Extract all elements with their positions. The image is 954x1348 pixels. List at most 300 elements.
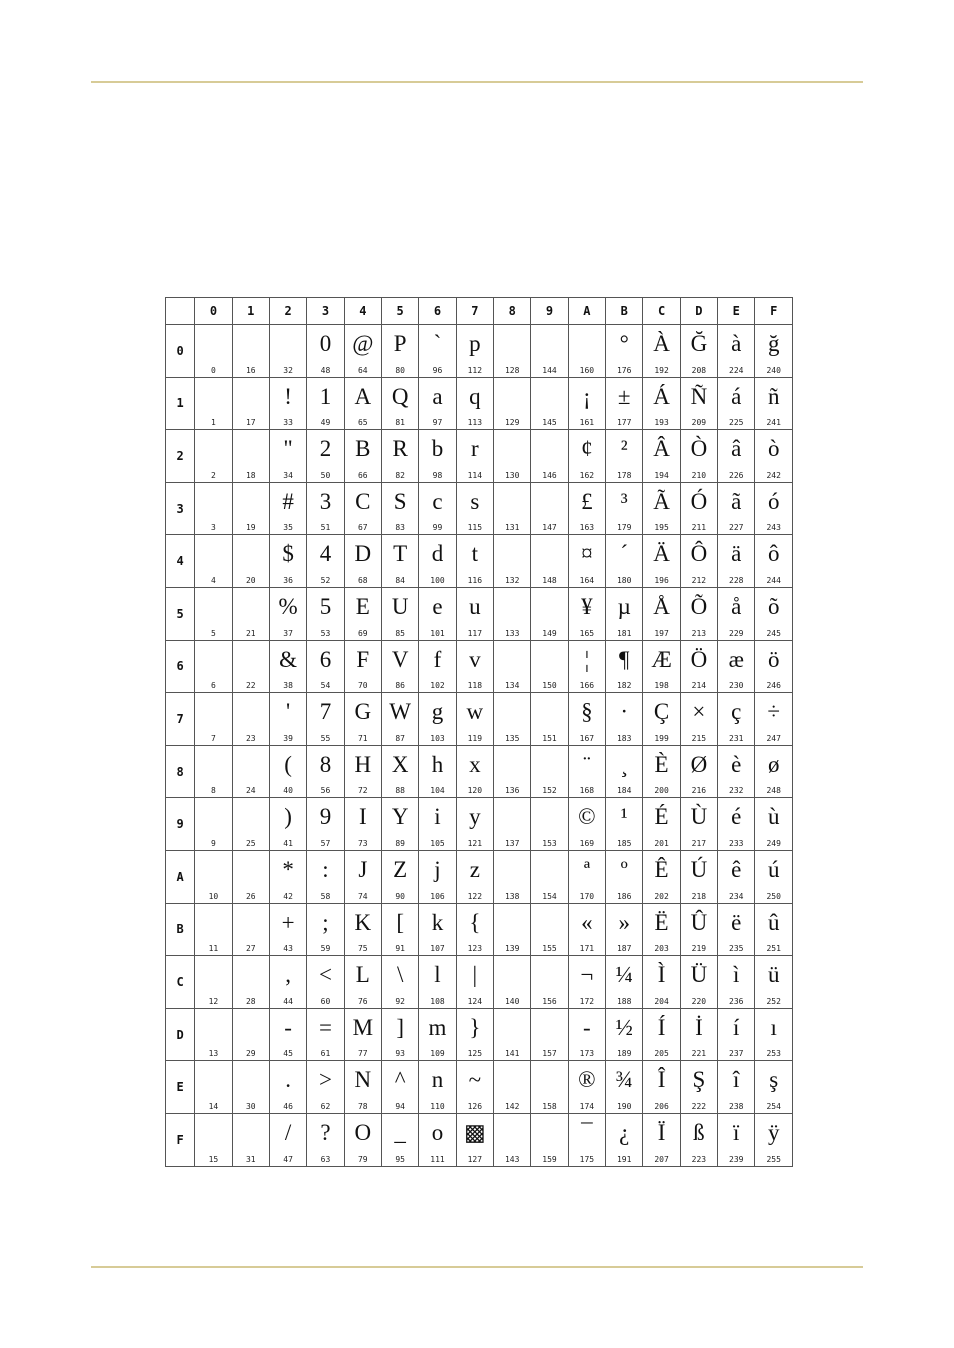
character-glyph: Å [653,593,670,619]
character-cell [755,482,793,535]
character-code: 64 [357,365,368,375]
character-cell [232,745,269,798]
character-code: 17 [245,418,256,428]
character-glyph: r [471,436,479,462]
character-code: 16 [245,365,256,375]
character-glyph: 2 [319,436,332,462]
table-row [166,798,793,851]
character-code: 130 [504,470,520,480]
character-cell [307,640,344,693]
character-code: 38 [283,681,293,691]
character-code: 136 [504,786,520,796]
character-cell [307,745,344,798]
character-code: 168 [579,786,595,796]
character-cell [531,1008,568,1061]
character-code: 100 [430,575,445,585]
character-cell [680,693,717,746]
character-code: 13 [208,1049,219,1059]
character-cell [307,693,344,746]
character-glyph: s [470,488,480,514]
character-code: 183 [616,733,632,743]
character-code: 46 [283,1101,293,1111]
character-code: 244 [766,575,781,585]
character-glyph: ¤ [581,541,593,567]
character-cell [568,693,605,746]
character-glyph: h [431,751,444,777]
character-code: 253 [766,1049,781,1059]
character-cell [568,850,605,903]
table-row [166,693,793,746]
character-cell [643,798,680,851]
character-code: 123 [467,944,483,954]
character-cell [568,430,605,483]
character-glyph: Â [653,436,670,462]
character-cell [195,377,232,430]
character-glyph: ¢ [581,436,593,462]
character-glyph: Ã [653,488,670,514]
column-header: 9 [531,298,568,325]
character-glyph: \ [396,962,404,988]
character-glyph: ã [731,488,742,514]
character-cell [307,1113,344,1166]
character-glyph: ½ [615,1014,633,1040]
character-cell [232,430,269,483]
character-code: 81 [395,418,405,428]
character-code: 218 [691,891,707,901]
character-glyph: X [391,751,409,777]
character-code: 201 [654,838,669,848]
character-cell [195,1113,232,1166]
character-cell [269,587,306,640]
character-glyph: Ô [690,541,708,567]
character-code: 57 [320,838,331,848]
character-cell [718,482,755,535]
character-code: 117 [467,628,483,638]
character-code: 193 [654,418,669,428]
character-glyph: U [391,593,409,619]
character-cell [307,903,344,956]
character-cell [269,430,306,483]
character-code: 143 [504,1154,520,1164]
character-cell [606,798,643,851]
character-glyph: Ø [690,751,708,777]
column-header: 4 [344,298,381,325]
character-glyph: ö [767,646,780,672]
character-cell [755,325,793,378]
character-code: 202 [654,891,669,901]
character-code: 82 [395,470,405,480]
character-cell [381,1061,418,1114]
character-glyph: Ê [654,856,669,882]
character-glyph: ü [767,962,780,988]
character-cell [718,640,755,693]
character-cell [531,325,568,378]
character-cell [419,1113,456,1166]
row-header: C [166,956,195,1009]
character-glyph: { [469,909,481,935]
character-glyph: Ó [690,488,708,514]
character-cell [456,482,493,535]
character-glyph: " [283,436,293,462]
character-glyph: ê [731,856,742,882]
character-glyph: Y [391,804,409,830]
character-glyph: | [472,962,478,988]
character-code: 213 [691,628,707,638]
character-glyph: z [469,856,480,882]
character-code: 245 [766,628,781,638]
character-code: 88 [395,786,405,796]
character-glyph: 7 [319,699,332,725]
character-code: 65 [357,418,368,428]
character-code: 167 [579,733,595,743]
character-glyph: v [469,646,481,672]
character-cell [195,1061,232,1114]
character-glyph: # [282,488,294,514]
character-code: 26 [245,891,256,901]
character-code: 121 [467,838,483,848]
character-code: 248 [766,786,781,796]
character-code: 172 [579,996,595,1006]
character-code: 106 [430,891,445,901]
character-code: 125 [467,1049,483,1059]
character-code: 187 [616,944,632,954]
character-code: 32 [283,365,293,375]
table-row [166,482,793,535]
character-code: 209 [691,418,707,428]
character-cell [494,377,531,430]
character-glyph: ¸ [620,751,629,777]
character-glyph: µ [617,593,631,619]
character-cell [606,430,643,483]
character-cell [680,325,717,378]
character-glyph: Û [690,909,708,935]
character-code: 72 [357,786,368,796]
character-code: 23 [245,733,256,743]
character-cell [718,1113,755,1166]
character-glyph: ô [767,541,780,567]
character-cell [494,482,531,535]
character-glyph: & [279,646,298,672]
character-cell [755,1113,793,1166]
character-cell [531,798,568,851]
character-code: 75 [357,944,368,954]
character-code: 145 [542,418,557,428]
character-cell [568,1113,605,1166]
character-code: 224 [729,365,744,375]
character-glyph: C [355,488,371,514]
character-code: 78 [357,1101,368,1111]
character-cell [643,482,680,535]
character-cell [195,535,232,588]
character-cell [419,482,456,535]
character-glyph: l [434,962,441,988]
character-code: 77 [357,1049,368,1059]
column-header: 8 [494,298,531,325]
character-cell [344,587,381,640]
character-cell [718,430,755,483]
character-glyph: : [322,856,329,882]
character-cell [568,482,605,535]
character-cell [269,956,306,1009]
character-glyph: Ù [690,804,708,830]
character-code: 151 [542,733,557,743]
character-code: 73 [357,838,368,848]
character-glyph: 1 [319,383,332,409]
character-cell [568,745,605,798]
character-cell [456,745,493,798]
character-code: 234 [729,891,744,901]
character-code: 85 [395,628,405,638]
character-cell [419,798,456,851]
character-code: 79 [357,1154,368,1164]
character-set-table [165,297,793,1167]
character-cell [568,798,605,851]
character-code: 27 [245,944,256,954]
character-cell [307,325,344,378]
character-cell [680,377,717,430]
character-code: 158 [542,1101,557,1111]
character-cell [568,325,605,378]
character-glyph: à [731,331,742,356]
character-cell [606,850,643,903]
character-cell [606,693,643,746]
character-code: 47 [283,1154,293,1164]
character-code: 215 [691,733,707,743]
character-cell [307,798,344,851]
character-cell [419,693,456,746]
character-cell [381,535,418,588]
character-glyph: î [733,1067,740,1093]
character-code: 148 [542,575,557,585]
character-glyph: $ [282,541,294,567]
character-cell [419,1008,456,1061]
character-code: 51 [320,523,331,533]
character-cell [269,693,306,746]
character-cell [755,850,793,903]
character-code: 104 [430,786,445,796]
character-cell [381,587,418,640]
character-cell [494,956,531,1009]
character-code: 21 [245,628,256,638]
character-glyph: ´ [620,541,629,567]
character-cell [456,430,493,483]
row-header: F [166,1113,195,1166]
character-code: 249 [766,838,781,848]
character-glyph: ş [769,1067,779,1093]
character-cell [531,745,568,798]
character-code: 9 [211,838,216,848]
character-cell [269,1008,306,1061]
character-glyph: ^ [394,1067,406,1093]
character-code: 50 [320,470,331,480]
character-code: 231 [729,733,744,743]
row-header: 3 [166,482,195,535]
character-glyph: t [471,541,479,567]
character-cell [718,535,755,588]
character-cell [606,745,643,798]
character-glyph: O [354,1119,372,1145]
character-cell [680,956,717,1009]
character-cell [531,640,568,693]
column-header: B [606,298,643,325]
character-cell [531,482,568,535]
character-code: 74 [357,891,368,901]
header-rule [91,81,863,83]
character-cell [606,1061,643,1114]
character-cell [531,850,568,903]
character-code: 175 [579,1154,595,1164]
character-glyph: J [358,856,368,882]
character-code: 35 [283,523,293,533]
character-cell [456,693,493,746]
character-cell [419,640,456,693]
character-code: 179 [616,523,632,533]
character-code: 236 [729,996,744,1006]
character-cell [494,430,531,483]
character-glyph: 4 [319,541,332,567]
column-header: 5 [381,298,418,325]
character-cell [643,1008,680,1061]
character-glyph: ß [693,1119,705,1145]
character-glyph: İ [695,1014,703,1040]
character-cell [606,587,643,640]
character-code: 120 [467,786,483,796]
character-cell [606,903,643,956]
character-glyph: Í [657,1014,666,1040]
character-cell [381,482,418,535]
character-glyph: j [434,856,441,882]
character-code: 127 [467,1154,483,1164]
character-glyph: Q [391,383,409,409]
column-header: 2 [269,298,306,325]
character-code: 122 [467,891,483,901]
character-code: 190 [616,1101,632,1111]
table-row [166,1061,793,1114]
column-header: 3 [307,298,344,325]
character-glyph: Ú [690,856,708,882]
column-header: F [755,298,793,325]
character-cell [344,850,381,903]
character-cell [419,535,456,588]
character-cell [531,903,568,956]
character-code: 214 [691,681,707,691]
character-cell [456,1113,493,1166]
character-cell [643,535,680,588]
character-glyph: ø [767,751,780,777]
character-code: 43 [283,944,293,954]
character-code: 62 [320,1101,331,1111]
character-code: 12 [208,996,219,1006]
character-glyph: A [354,383,372,409]
character-code: 105 [430,838,445,848]
character-glyph: L [355,962,370,988]
character-cell [381,430,418,483]
character-code: 149 [542,628,557,638]
character-cell [755,587,793,640]
row-header: 4 [166,535,195,588]
character-code: 173 [579,1049,595,1059]
character-glyph: å [731,593,742,619]
character-glyph: * [282,856,294,882]
character-code: 118 [467,681,483,691]
character-code: 34 [283,470,293,480]
character-cell [606,1008,643,1061]
row-header: 7 [166,693,195,746]
character-code: 195 [654,523,669,533]
character-glyph: ~ [468,1067,482,1093]
column-header-row [166,298,793,325]
character-glyph: / [284,1119,292,1145]
character-code: 178 [616,470,632,480]
table-row [166,745,793,798]
character-glyph: > [318,1067,332,1093]
character-glyph: ï [733,1119,740,1145]
character-cell [755,745,793,798]
character-glyph: 6 [319,646,332,672]
character-code: 194 [654,470,669,480]
character-code: 171 [579,944,595,954]
row-header: 0 [166,325,195,378]
character-cell [531,430,568,483]
character-code: 11 [208,944,219,954]
character-code: 20 [245,575,256,585]
character-code: 197 [654,628,669,638]
character-code: 76 [357,996,368,1006]
column-header: D [680,298,717,325]
character-cell [680,798,717,851]
row-header: 5 [166,587,195,640]
character-code: 182 [616,681,632,691]
character-cell [269,903,306,956]
character-cell [381,640,418,693]
character-cell [381,956,418,1009]
character-glyph: m [428,1014,447,1040]
character-cell [232,482,269,535]
character-glyph: È [654,751,669,777]
character-glyph: ç [731,699,742,725]
character-glyph: ¿ [619,1119,630,1145]
character-code: 220 [691,996,707,1006]
character-cell [643,430,680,483]
character-code: 101 [430,628,445,638]
character-code: 114 [467,470,483,480]
character-cell [307,482,344,535]
character-code: 189 [616,1049,632,1059]
character-code: 140 [504,996,520,1006]
character-cell [195,1008,232,1061]
character-cell [269,850,306,903]
character-glyph: ÷ [767,699,781,725]
character-glyph: ë [731,909,742,935]
character-cell [195,903,232,956]
character-cell [195,587,232,640]
character-glyph: + [281,909,295,935]
character-glyph: - [284,1014,292,1040]
character-code: 31 [245,1154,256,1164]
character-code: 28 [245,996,256,1006]
character-cell [494,798,531,851]
character-cell [494,693,531,746]
character-glyph: û [767,909,780,935]
character-code: 207 [654,1154,669,1164]
character-cell [755,430,793,483]
character-cell [381,1113,418,1166]
character-cell [456,903,493,956]
character-code: 242 [766,470,781,480]
table-row [166,587,793,640]
character-glyph: Ñ [690,383,708,409]
character-glyph: ì [733,962,740,988]
